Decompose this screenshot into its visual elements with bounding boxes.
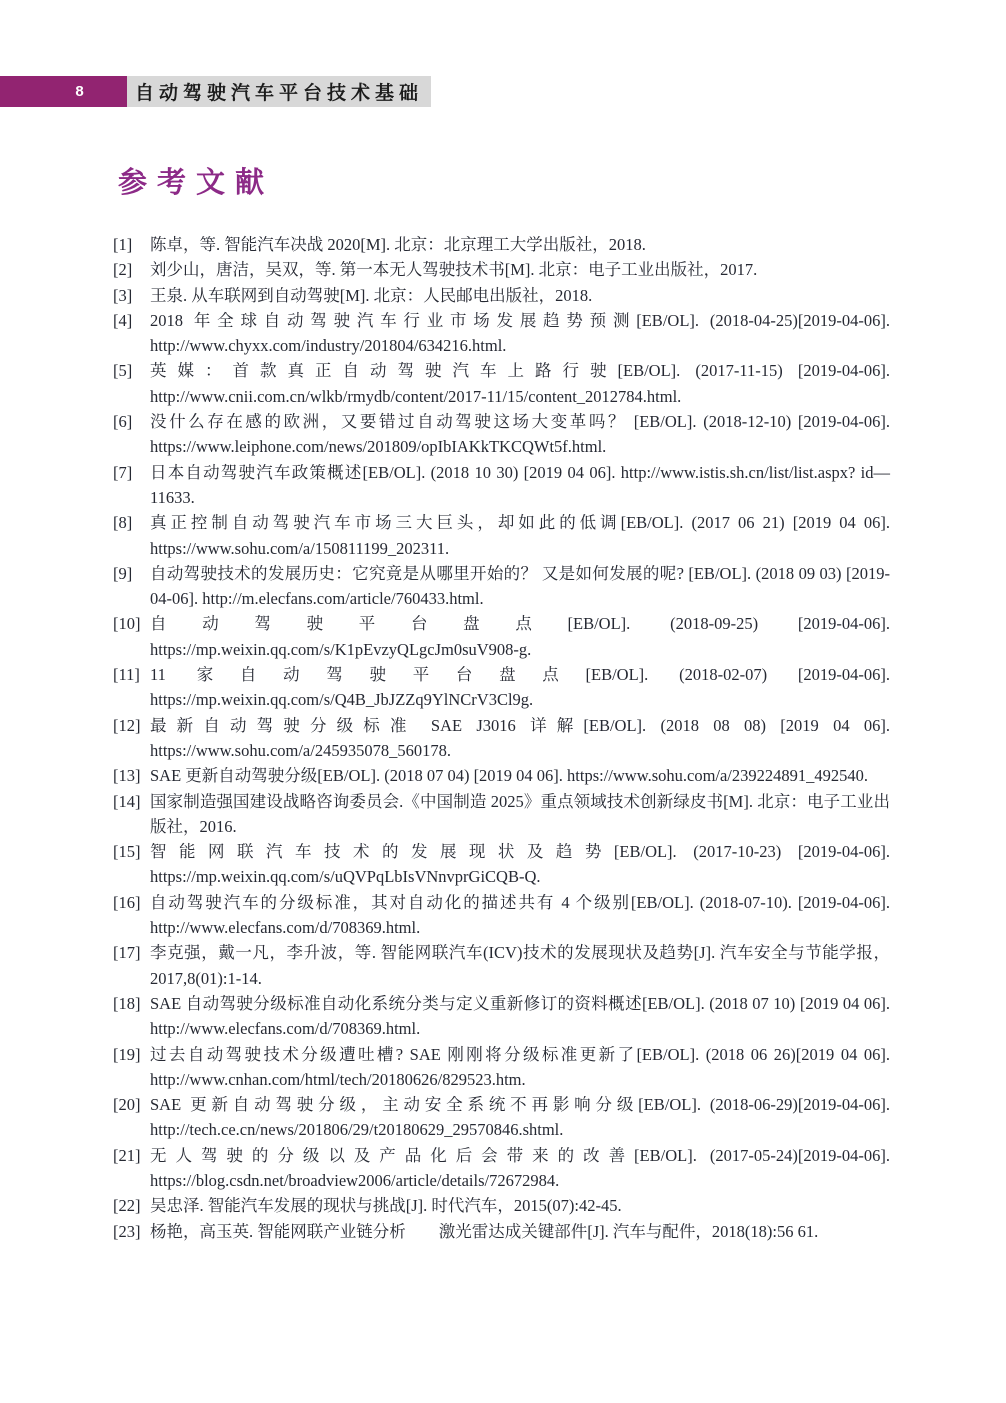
reference-label: [13] <box>113 766 141 786</box>
reference-item <box>113 763 890 788</box>
reference-text: 自动驾驶汽车的分级标准，其对自动化的描述共有 4 个级别[EB/OL]. (2018-07-10). [2019-04-06]. http://www.elecfans.com/d/708369.html. <box>150 892 890 938</box>
reference-label: [15] <box>113 842 141 862</box>
reference-text: 吴忠泽. 智能汽车发展的现状与挑战[J]. 时代汽车，2015(07):42-45. <box>150 1196 622 1216</box>
reference-text: 过去自动驾驶技术分级遭吐槽? SAE 刚刚将分级标准更新了[EB/OL]. (2018 06 26)[2019 04 06]. http://www.cnhan.com/html/tech/20180626/829523.htm. <box>150 1044 890 1089</box>
reference-item <box>113 1092 890 1143</box>
reference-text: 日本自动驾驶汽车政策概述[EB/OL]. (2018 10 30) [2019 04 06]. http://www.istis.sh.cn/list/list.aspx? id—11633. <box>150 462 890 507</box>
reference-text: SAE 更新自动驾驶分级[EB/OL]. (2018 07 04) [2019 04 06]. https://www.sohu.com/a/239224891_492540. <box>150 766 869 786</box>
reference-item <box>113 358 890 409</box>
reference-label: [10] <box>113 614 141 634</box>
reference-item <box>113 1042 890 1093</box>
reference-label: [14] <box>113 791 141 811</box>
reference-text: 李克强，戴一凡，李升波，等. 智能网联汽车(ICV)技术的发展现状及趋势[J]. 汽车安全与节能学报，2017,8(01):1-14. <box>150 943 890 988</box>
reference-label: [21] <box>113 1145 141 1165</box>
page-number-badge <box>0 76 127 107</box>
reference-item <box>113 713 890 764</box>
reference-label: [6] <box>113 412 133 432</box>
reference-text: 英媒：首款真正自动驾驶汽车上路行驶[EB/OL]. (2017-11-15) [2019-04-06]. http://www.cnii.com.cn/wlkb/rmydb/content/2017-11/15/content_2012784.html. <box>150 361 890 406</box>
reference-label: [2] <box>113 260 133 280</box>
reference-item <box>113 611 890 662</box>
reference-item <box>113 308 890 359</box>
reference-label: [9] <box>113 563 133 583</box>
reference-item <box>113 1193 890 1218</box>
reference-label: [1] <box>113 235 133 254</box>
reference-label: [4] <box>113 310 133 330</box>
reference-text: 国家制造强国建设战略咨询委员会.《中国制造 2025》重点领域技术创新绿皮书[M]. 北京：电子工业出版社，2016. <box>150 791 890 836</box>
reference-text: 无人驾驶的分级以及产品化后会带来的改善[EB/OL]. (2017-05-24)[2019-04-06]. https://blog.csdn.net/broadview2006/article/details/72672984. <box>150 1145 890 1190</box>
reference-label: [3] <box>113 285 133 305</box>
reference-text: 2018 年全球自动驾驶汽车行业市场发展趋势预测[EB/OL]. (2018-04-25)[2019-04-06]. http://www.chyxx.com/industry/201804/634216.html. <box>150 310 890 356</box>
reference-label: [12] <box>113 715 141 735</box>
reference-text: 刘少山，唐洁，吴双，等. 第一本无人驾驶技术书[M]. 北京：电子工业出版社，2017. <box>150 260 758 280</box>
reference-item <box>113 1143 890 1194</box>
reference-text: 没什么存在感的欧洲，又要错过自动驾驶这场大变革吗？ [EB/OL]. (2018-12-10) [2019-04-06]. https://www.leiphone.com/news/201809/opIbIAKkTKCQWt5f.html. <box>150 412 890 457</box>
reference-text: SAE 更新自动驾驶分级，主动安全系统不再影响分级[EB/OL]. (2018-06-29)[2019-04-06]. http://tech.ce.cn/news/201806/29/t20180629_29570846.shtml. <box>150 1095 890 1140</box>
reference-text: 智能网联汽车技术的发展现状及趋势[EB/OL]. (2017-10-23) [2019-04-06]. https://mp.weixin.qq.com/s/uQVPqLbIsVNnvprGiCQB-Q. <box>150 842 890 887</box>
reference-text: 杨艳，高玉英. 智能网联产业链分析 激光雷达成关键部件[J]. 汽车与配件，2018(18):56 61. <box>150 1221 819 1241</box>
reference-item <box>113 257 890 282</box>
reference-text: 王泉. 从车联网到自动驾驶[M]. 北京：人民邮电出版社，2018. <box>150 285 593 305</box>
reference-item <box>113 409 890 460</box>
reference-label: [22] <box>113 1196 141 1216</box>
reference-item <box>113 839 890 890</box>
reference-label: [23] <box>113 1221 141 1241</box>
reference-text: SAE 自动驾驶分级标准自动化系统分类与定义重新修订的资料概述[EB/OL]. (2018 07 10) [2019 04 06]. http://www.elecfans.com/d/708369.html. <box>150 993 890 1039</box>
reference-text: 最新自动驾驶分级标准 SAE J3016 详解[EB/OL]. (2018 08 08) [2019 04 06]. https://www.sohu.com/a/245935078_560178. <box>150 715 890 760</box>
reference-item <box>113 460 890 511</box>
reference-item <box>113 561 890 612</box>
reference-item <box>113 789 890 840</box>
reference-text: 真正控制自动驾驶汽车市场三大巨头，却如此的低调[EB/OL]. (2017 06 21) [2019 04 06]. https://www.sohu.com/a/150811199_202311. <box>150 513 890 558</box>
reference-item <box>113 232 890 257</box>
reference-item <box>113 283 890 308</box>
reference-label: [8] <box>113 513 133 533</box>
reference-label: [16] <box>113 892 141 912</box>
book-title: 自动驾驶汽车平台技术基础 <box>134 83 423 104</box>
section-title: 参考文献 <box>118 167 275 199</box>
reference-item <box>113 662 890 713</box>
reference-label: [20] <box>113 1095 141 1115</box>
page-number: 8 <box>75 83 84 100</box>
reference-text: 11 家自动驾驶平台盘点[EB/OL]. (2018-02-07) [2019-04-06]. https://mp.weixin.qq.com/s/Q4B_JbJZZq9YlNCrV3Cl9g. <box>150 665 890 710</box>
running-header-title-box <box>127 76 431 107</box>
reference-item <box>113 510 890 561</box>
reference-item <box>113 1219 890 1244</box>
reference-list <box>113 232 890 1244</box>
reference-label: [18] <box>113 993 141 1013</box>
reference-label: [11] <box>113 665 140 685</box>
running-header <box>0 76 431 107</box>
reference-label: [5] <box>113 361 133 381</box>
reference-item <box>113 890 890 941</box>
reference-item <box>113 940 890 991</box>
reference-item <box>113 991 890 1042</box>
reference-label: [17] <box>113 943 141 963</box>
reference-text: 自动驾驶平台盘点[EB/OL]. (2018-09-25) [2019-04-06]. https://mp.weixin.qq.com/s/K1pEvzyQLgcJm0suV908-g. <box>150 614 890 659</box>
reference-label: [7] <box>113 462 133 482</box>
reference-text: 自动驾驶技术的发展历史：它究竟是从哪里开始的？ 又是如何发展的呢? [EB/OL]. (2018 09 03) [2019-04-06]. http://m.elecfans.com/article/760433.html. <box>150 563 890 609</box>
reference-text: 陈卓，等. 智能汽车决战 2020[M]. 北京：北京理工大学出版社，2018. <box>150 235 646 254</box>
reference-label: [19] <box>113 1044 141 1064</box>
